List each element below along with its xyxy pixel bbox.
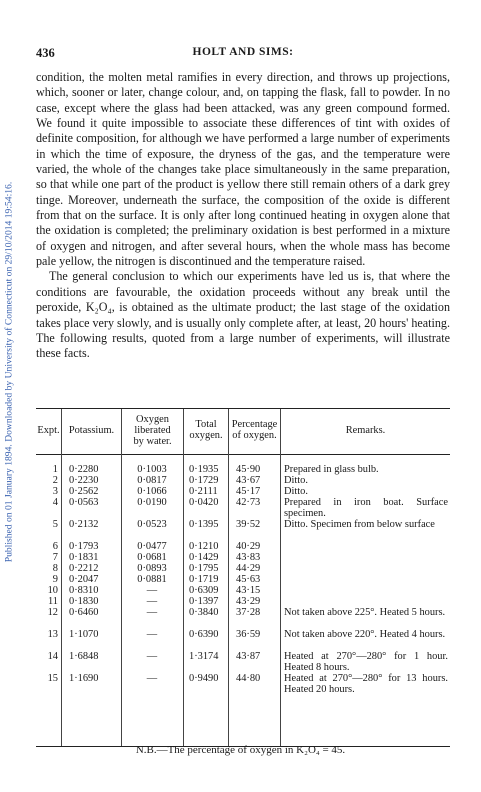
cell-potassium: 1·1690 [69,673,99,684]
cell-total-oxygen: 0·9490 [189,673,219,684]
cell-potassium: 0·2562 [69,486,99,497]
cell-expt: 5 [52,519,58,530]
header-remarks: Remarks. [345,425,386,436]
cell-total-oxygen: 0·1729 [189,475,219,486]
cell-total-oxygen: 1·3174 [189,651,219,662]
cell-expt: 13 [47,629,58,640]
cell-potassium: 0·6460 [69,607,99,618]
cell-percentage: 40·29 [236,541,261,552]
cell-percentage: 44·80 [236,673,261,684]
body-text [36,70,450,362]
download-watermark-text: Published on 01 January 1894. Downloaded by University of Connecticut on 29/10/2014 19:54:16. [3,181,15,563]
cell-potassium: 0·2132 [69,519,99,530]
cell-potassium: 0·1793 [69,541,99,552]
cell-oxygen-water: 0·0817 [137,475,167,486]
cell-potassium: 0·2280 [69,464,99,475]
footnote: N.B.—The percentage of oxygen in K₂O₄ = 45. [135,744,346,756]
cell-expt: 10 [47,585,58,596]
cell-total-oxygen: 0·0420 [189,497,219,508]
cell-total-oxygen: 0·1719 [189,574,219,585]
cell-remarks: Not taken above 225°. Heated 5 hours. [284,607,446,618]
header-expt: Expt. [37,425,60,436]
cell-total-oxygen: 0·3840 [189,607,219,618]
cell-total-oxygen: 0·1429 [189,552,219,563]
cell-expt: 6 [52,541,58,552]
cell-percentage: 39·52 [236,519,261,530]
cell-percentage: 36·59 [236,629,261,640]
table-header-rule [36,454,450,455]
cell-percentage: 37·28 [236,607,261,618]
cell-percentage: 43·15 [236,585,261,596]
cell-total-oxygen: 0·1935 [189,464,219,475]
cell-remarks: Ditto. [284,486,308,497]
cell-percentage: 45·63 [236,574,261,585]
cell-percentage: 43·29 [236,596,261,607]
cell-expt: 8 [52,563,58,574]
cell-potassium: 0·2212 [69,563,99,574]
cell-oxygen-water: — [146,673,158,684]
cell-potassium: 0·8310 [69,585,99,596]
cell-total-oxygen: 0·6309 [189,585,219,596]
header-total-oxygen [184,419,228,441]
header-oxygen-water-line: by water. [133,436,172,447]
cell-potassium: 0·2047 [69,574,99,585]
header-percentage [229,419,280,441]
cell-expt: 15 [47,673,58,684]
cell-potassium: 0·2230 [69,475,99,486]
cell-potassium: 0·0563 [69,497,99,508]
cell-total-oxygen: 0·1395 [189,519,219,530]
cell-oxygen-water: — [146,629,158,640]
cell-expt: 11 [47,596,58,607]
cell-oxygen-water: 0·1003 [137,464,167,475]
cell-total-oxygen: 0·6390 [189,629,219,640]
cell-potassium: 1·6848 [69,651,99,662]
column-divider [121,409,122,746]
cell-percentage: 44·29 [236,563,261,574]
header-total-line: Total [195,419,217,430]
cell-expt: 2 [52,475,58,486]
cell-percentage: 45·90 [236,464,261,475]
cell-potassium: 0·1831 [69,552,99,563]
cell-percentage: 42·73 [236,497,261,508]
cell-expt: 1 [52,464,58,475]
cell-potassium: 0·1830 [69,596,99,607]
cell-oxygen-water: 0·0523 [137,519,167,530]
table-top-rule [36,408,450,409]
cell-remarks: Prepared in glass bulb. [284,464,379,475]
cell-remarks: Ditto. [284,475,308,486]
download-watermark [2,72,16,672]
header-oxygen-water-line: Oxygen [136,414,169,425]
running-title: HOLT AND SIMS: [192,46,294,58]
header-potassium: Potassium. [68,425,115,436]
header-oxygen-water [122,414,183,447]
cell-oxygen-water: 0·0893 [137,563,167,574]
cell-oxygen-water: 0·1066 [137,486,167,497]
page-header [36,46,450,62]
page-number: 436 [36,46,55,60]
header-percentage-line: of oxygen. [232,430,277,441]
paragraph-1: condition, the molten metal ramifies in every direction, and throws up projections, which, sooner or later, change colour, and, on tapping the flask, fall to powder. In no case, except where the glass had been attacked, was any green compound formed. We found it quite impossible to associate these differences of tint with oxides of definite composition, for although we have performed a large number of experiments in which the time of exposure, the dryness of the gas, and the temperature were varied, the whole of the changes take place simultaneously in the same preparation, so that while one part of the product is yellow there still remain others of a dark grey tinge. Moreover, underneath the surface, the composition of the oxide is different from that on the surface. It is only after long continued heating in oxygen alone that the oxidation is completed; the preliminary oxidation is best performed in a mixture of oxygen and nitrogen, and after several hours, when the whole mass has become pale yellow, the nitrogen is discontinued and the temperature raised. [36,70,450,269]
cell-oxygen-water: 0·0681 [137,552,167,563]
cell-oxygen-water: — [146,651,158,662]
cell-percentage: 43·83 [236,552,261,563]
cell-total-oxygen: 0·1397 [189,596,219,607]
cell-potassium: 1·1070 [69,629,99,640]
cell-remarks: Heated at 270°—280° for 13 hours. Heated 20 hours. [284,673,448,695]
cell-oxygen-water: 0·0477 [137,541,167,552]
cell-remarks: Heated at 270°—280° for 1 hour. Heated 8 hours. [284,651,448,673]
cell-expt: 4 [52,497,58,508]
cell-expt: 3 [52,486,58,497]
column-divider [228,409,229,746]
cell-expt: 14 [47,651,58,662]
cell-expt: 9 [52,574,58,585]
cell-expt: 12 [47,607,58,618]
cell-total-oxygen: 0·1210 [189,541,219,552]
cell-percentage: 45·17 [236,486,261,497]
cell-oxygen-water: 0·0881 [137,574,167,585]
cell-remarks: Ditto. Specimen from below surface [284,519,435,530]
header-oxygen-water-line: liberated [134,425,171,436]
paragraph-2: The general conclusion to which our experiments have led us is, that where the conditions are favourable, the oxidation proceeds without any break until the peroxide, K₂O₄, is obtained as the ultimate product; the last stage of the oxidation takes place very slowly, and is usually only complete after, at least, 20 hours' heating. The following results, quoted from a large number of experiments, will illustrate these facts. [36,269,450,361]
cell-remarks: Not taken above 220°. Heated 4 hours. [284,629,446,640]
cell-oxygen-water: — [146,585,158,596]
header-total-line: oxygen. [189,430,223,441]
cell-total-oxygen: 0·2111 [189,486,218,497]
column-divider [183,409,184,746]
cell-remarks: Prepared in iron boat. Surface specimen. [284,497,448,519]
header-percentage-line: Percentage [231,419,278,430]
column-divider [61,409,62,746]
cell-oxygen-water: — [146,607,158,618]
column-divider [280,409,281,746]
cell-percentage: 43·67 [236,475,261,486]
cell-total-oxygen: 0·1795 [189,563,219,574]
cell-oxygen-water: 0·0190 [137,497,167,508]
cell-percentage: 43·87 [236,651,261,662]
cell-oxygen-water: — [146,596,158,607]
cell-expt: 7 [52,552,58,563]
